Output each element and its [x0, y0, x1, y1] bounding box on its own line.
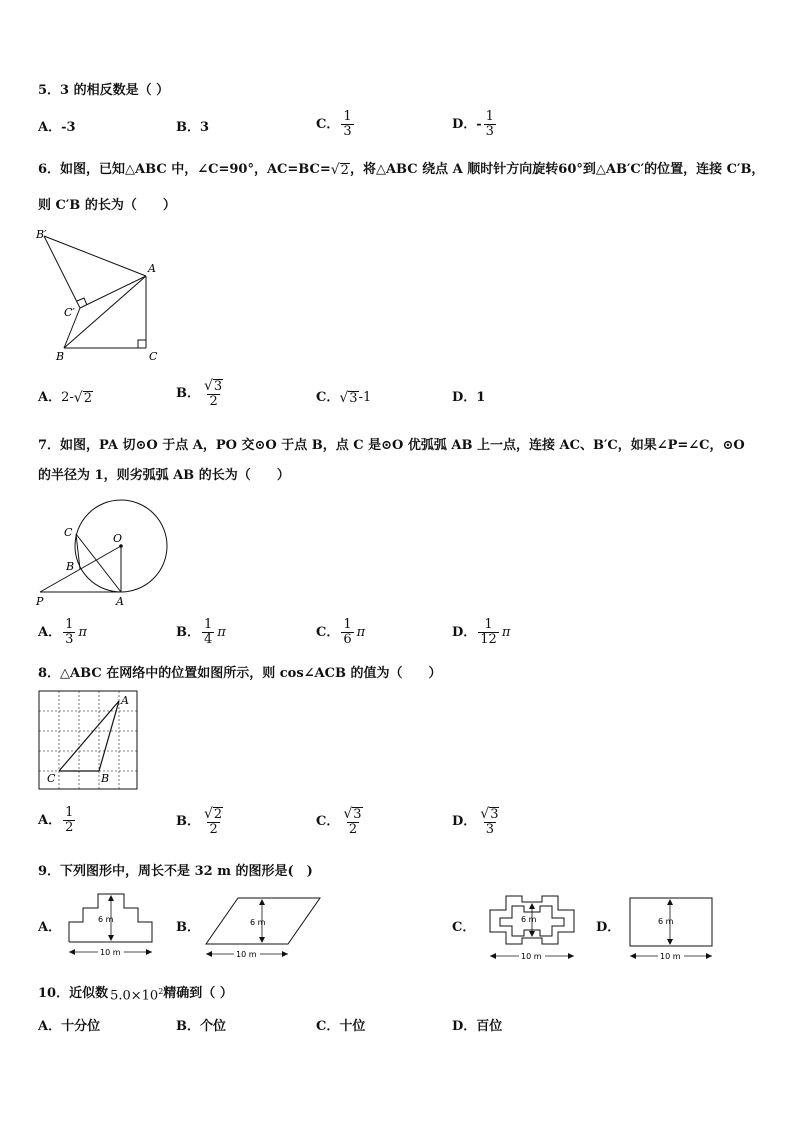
question-6-stem: 6．如图，已知△ABC 中，∠C=90°，AC=BC= √ 2 ，将△ABC 绕点 A 顺时针方向旋转60°到△AB′C′的位置，连接 C′B， [38, 162, 765, 178]
q9-option-a-label[interactable]: A． [38, 920, 62, 935]
label-c: C [64, 526, 73, 539]
q5-option-c[interactable] [316, 110, 356, 139]
right-angle-mark-c [138, 340, 146, 348]
question-9-stem: 9．下列图形中，周长不是 32 m 的图形是( ) [38, 864, 313, 879]
width-label: 10 m [660, 952, 681, 961]
pi-symbol: π [501, 624, 511, 640]
q5-option-d[interactable] [452, 110, 498, 139]
sqrt-expression: √ 3 [339, 390, 358, 406]
q6-option-a[interactable]: A． 2- √ 2 [38, 390, 92, 406]
fraction: $\frac{1}{12}$ [480, 617, 497, 647]
question-7-stem-line2: 的半径为 1，则劣弧弧 AB 的长为（ ） [38, 468, 290, 483]
question-10-stem: 10．近似数 $5.0\times 10^2$ 精确到（ ） [38, 982, 233, 1006]
arrow-head-up [108, 895, 114, 901]
arrow-head-left [490, 953, 496, 959]
q7-option-c[interactable] [316, 618, 365, 647]
arrow-head-down [667, 939, 673, 945]
width-label: 10 m [236, 950, 257, 959]
q7-circle-figure [34, 496, 174, 608]
segment-ba [99, 701, 119, 771]
q5-option-a[interactable]: A．-3 [38, 120, 76, 135]
fraction: $\frac{1}{2}$ [65, 805, 74, 835]
arrow-head-right [146, 949, 152, 955]
fraction: √ 3 2 [343, 806, 362, 837]
question-5-stem: 5．3 的相反数是（ ） [38, 83, 170, 98]
label-b: B [66, 560, 75, 573]
option-label: A． [38, 390, 62, 405]
sqrt-expression: √ 2 [73, 390, 92, 406]
arrow-head-down [529, 931, 535, 937]
pi-symbol: π [217, 624, 226, 640]
q9-option-d-label[interactable]: D． [596, 920, 621, 935]
arrow-head-down [259, 937, 265, 943]
segment-po [40, 546, 121, 592]
option-label: B． [176, 813, 200, 829]
label-b: B [101, 772, 110, 785]
fraction: √ 3 2 [204, 378, 223, 409]
height-label: 6 m [521, 915, 537, 924]
pi-symbol: π [356, 624, 366, 640]
arrow-head-right [282, 951, 288, 957]
option-label: D． [452, 813, 477, 829]
label-b-prime: B′ [36, 228, 47, 241]
q8-option-d[interactable] [452, 806, 503, 837]
q7-option-a[interactable] [38, 618, 87, 647]
fraction: $\frac{1}{3}$ [343, 109, 352, 139]
label-o: O [113, 532, 123, 545]
arrow-head-left [630, 953, 636, 959]
option-label: C． [316, 624, 340, 640]
question-6-stem-line2: 则 C′B 的长为（ ） [38, 198, 176, 213]
segment-ca [59, 701, 119, 771]
q7-option-d[interactable] [452, 618, 510, 647]
arrow-head-left [69, 949, 75, 955]
option-label: B． [176, 624, 200, 640]
segment-b-prime-a [44, 236, 146, 276]
q7-option-b[interactable] [176, 618, 226, 647]
q6-option-c[interactable]: C． √ 3 -1 [316, 390, 372, 406]
segment-b-prime-c-prime [44, 236, 80, 308]
arrow-head-right [706, 953, 712, 959]
label-a: A [116, 595, 124, 608]
q8-option-c[interactable] [316, 806, 367, 837]
arrow-head-right [568, 953, 574, 959]
height-label: 6 m [250, 918, 266, 927]
fraction: √ 3 3 [480, 806, 499, 837]
pi-symbol: π [78, 624, 87, 640]
segment-cb [76, 534, 80, 569]
fraction: √ 2 2 [204, 806, 223, 837]
fraction: $\frac{1}{3}$ [485, 109, 494, 139]
arrow-head-down [108, 935, 114, 941]
q8-option-b[interactable] [176, 806, 227, 837]
label-p: P [36, 595, 44, 608]
q5-option-b[interactable]: B．3 [176, 120, 210, 135]
label-b: B [56, 350, 65, 363]
q10-option-d[interactable]: D．百位 [452, 1019, 503, 1034]
q9-option-c-label[interactable]: C． [452, 920, 476, 935]
question-7-stem-line1: 7．如图，PA 切⊙O 于点 A，PO 交⊙O 于点 B，点 C 是⊙O 优弧弧 AB 上一点，连接 AC、B′C，如果∠P=∠C，⊙O [38, 438, 745, 453]
q6-option-d[interactable]: D．1 [452, 390, 486, 405]
q9-figure-d[interactable] [626, 892, 718, 964]
segment-c-prime-a [80, 276, 146, 308]
scientific-number: $5.0\times 10^2$ [110, 987, 164, 1004]
q6-triangle-figure [34, 226, 164, 366]
height-label: 6 m [98, 915, 114, 924]
fraction: $\frac{1}{6}$ [343, 617, 352, 647]
option-label: C． [316, 813, 340, 829]
q8-option-a[interactable] [38, 806, 77, 835]
height-label: 6 m [658, 917, 674, 926]
label-a: A [148, 262, 156, 275]
label-c: C [47, 772, 56, 785]
segment-b-a [64, 276, 146, 348]
option-label: C． [316, 116, 340, 132]
sqrt-expression: √ 2 [330, 162, 349, 178]
q8-grid-figure [38, 690, 140, 794]
width-label: 10 m [521, 952, 542, 961]
option-label: D．- [452, 116, 482, 132]
q6-option-b[interactable] [176, 378, 227, 409]
q10-option-b[interactable]: B．个位 [176, 1019, 226, 1034]
arrow-head-up [667, 899, 673, 905]
arrow-head-left [206, 951, 212, 957]
q9-figure-b[interactable] [202, 894, 326, 964]
label-a: A [121, 694, 129, 707]
fraction: $\frac{1}{3}$ [65, 617, 74, 647]
option-label: B． [176, 385, 200, 401]
option-label: C． [316, 390, 340, 405]
q9-figure-c[interactable] [486, 892, 578, 964]
question-8-stem: 8．△ABC 在网络中的位置如图所示，则 cos∠ACB 的值为（ ） [38, 666, 442, 681]
width-label: 10 m [100, 948, 121, 957]
arrow-head-up [259, 899, 265, 905]
arrow-head-up [529, 903, 535, 909]
q9-option-b-label[interactable]: B． [176, 920, 200, 935]
option-label: A． [38, 812, 62, 828]
q10-option-a[interactable]: A．十分位 [38, 1019, 101, 1034]
label-c: C [149, 350, 158, 363]
label-c-prime: C′ [64, 306, 75, 319]
q9-figure-a[interactable] [66, 890, 156, 962]
fraction: $\frac{1}{4}$ [204, 617, 213, 647]
q10-option-c[interactable]: C．十位 [316, 1019, 366, 1034]
option-label: D． [452, 624, 477, 640]
option-label: A． [38, 624, 62, 640]
